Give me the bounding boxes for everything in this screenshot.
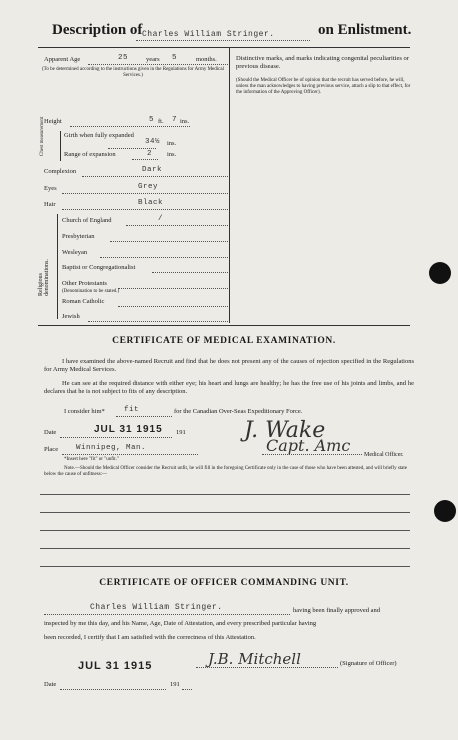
consider-prefix: I consider him* xyxy=(64,408,105,415)
religion-church-of-england-mark: / xyxy=(158,215,164,223)
fitness-value: fit xyxy=(124,406,140,414)
ins-label: ins. xyxy=(180,118,190,125)
complexion-label: Complexion xyxy=(44,168,77,175)
medical-date-label: Date xyxy=(44,429,57,436)
months-label: months. xyxy=(196,56,217,63)
commanding-year-label: 191 xyxy=(170,681,180,688)
insert-note: *Insert here "fit" or "unfit." xyxy=(64,457,119,462)
height-inches: 7 xyxy=(172,116,178,124)
commanding-cert-title: CERTIFICATE OF OFFICER COMMANDING UNIT. xyxy=(99,578,349,588)
religion-wesleyan: Wesleyan xyxy=(62,249,88,256)
complexion-value: Dark xyxy=(142,166,163,174)
age-label: Apparent Age xyxy=(44,56,81,63)
medical-cert-title: CERTIFICATE OF MEDICAL EXAMINATION. xyxy=(112,336,336,346)
height-feet: 5 xyxy=(149,116,155,124)
medical-note: Note.—Should the Medical Officer consider the Recruit unfit, he will fill in the foregoing Certificate only in the case of those who have been attested, and will briefly state below the cause of unfitness:— xyxy=(44,466,408,477)
religion-church-of-england: Church of England xyxy=(62,217,112,224)
title-prefix: Description of xyxy=(52,22,143,38)
recruit-name: Charles William Stringer. xyxy=(142,30,275,39)
commanding-text-b: inspected by me this day, and his Name, Age, Date of Attestation, and every prescribed particular having xyxy=(44,620,317,627)
form-title xyxy=(52,22,142,39)
consider-suffix: for the Canadian Over-Seas Expeditionary Force. xyxy=(174,408,303,415)
religion-baptist: Baptist or Congregationalist xyxy=(62,264,136,271)
commanding-text-a: having been finally approved and xyxy=(293,607,380,614)
girth-value: 34½ xyxy=(145,138,161,146)
hair-value: Black xyxy=(138,199,164,207)
range-unit: ins. xyxy=(167,151,177,158)
ft-label: ft. xyxy=(158,118,164,125)
eyes-label: Eyes xyxy=(44,185,57,192)
age-years: 25 xyxy=(118,54,129,62)
years-label: years xyxy=(146,56,160,63)
age-months: 5 xyxy=(172,54,178,62)
commanding-recruit-name: Charles William Stringer. xyxy=(90,603,223,612)
medical-officer-rank-signature: Capt. Amc xyxy=(266,436,351,455)
medical-para-1: I have examined the above-named Recruit and find that he does not present any of the causes of rejection specified in the Regulations for Army Medical Services. xyxy=(44,358,414,373)
range-label: Range of expansion xyxy=(64,151,116,158)
medical-date-stamp: JUL 31 1915 xyxy=(94,424,163,435)
signature-of-officer-label: (Signature of Officer) xyxy=(340,660,397,667)
hair-label: Hair xyxy=(44,201,56,208)
commanding-text-c: been recorded, I certify that I am satisfied with the correctness of this Attestation. xyxy=(44,634,256,641)
medical-year-label: 191 xyxy=(176,429,186,436)
religion-roman-catholic: Roman Catholic xyxy=(62,298,105,305)
punch-hole-top xyxy=(429,262,451,284)
medical-para-2: He can see at the required distance with either eye; his heart and lungs are healthy; he has the free use of his joints and limbs, and he declares that he is not subject to fits of any description. xyxy=(44,380,414,395)
girth-unit: ins. xyxy=(167,140,177,147)
range-value: 2 xyxy=(147,150,153,158)
eyes-value: Grey xyxy=(138,183,159,191)
commanding-date-label: Date xyxy=(44,681,57,688)
punch-hole-bottom xyxy=(434,500,456,522)
chest-side-label: Chest measurement xyxy=(40,116,45,156)
religion-denomination-note: (Denomination to be stated.) xyxy=(62,289,120,294)
age-note: (To be determined according to the instructions given in the Regulations for Army Medical Services.) xyxy=(42,67,224,78)
religion-jewish: Jewish xyxy=(62,313,80,320)
medical-officer-signature: J. Wake xyxy=(244,418,326,443)
religion-other-protestants: Other Protestants xyxy=(62,280,107,287)
place-value: Winnipeg, Man. xyxy=(76,444,147,452)
religion-presbyterian: Presbyterian xyxy=(62,233,95,240)
medical-officer-label: Medical Officer. xyxy=(364,452,404,458)
distinctive-note: (Should the Medical Officer be of opinion that the recruit has served before, he will, unless the man acknowledges to having previous service, attach a slip to that effect, for the information of the Approving Officer). xyxy=(236,78,411,95)
distinctive-label: Distinctive marks, and marks indicating congenital peculiarities or previous disease. xyxy=(236,55,409,70)
place-label: Place xyxy=(44,446,59,453)
girth-label: Girth when fully expanded xyxy=(64,132,134,139)
commanding-officer-signature: J.B. Mitchell xyxy=(208,650,301,668)
commanding-date-stamp: JUL 31 1915 xyxy=(78,660,153,672)
religion-side-label: Religious denominations. xyxy=(38,259,50,296)
height-label: Height xyxy=(44,118,62,125)
title-suffix: on Enlistment. xyxy=(318,22,412,38)
